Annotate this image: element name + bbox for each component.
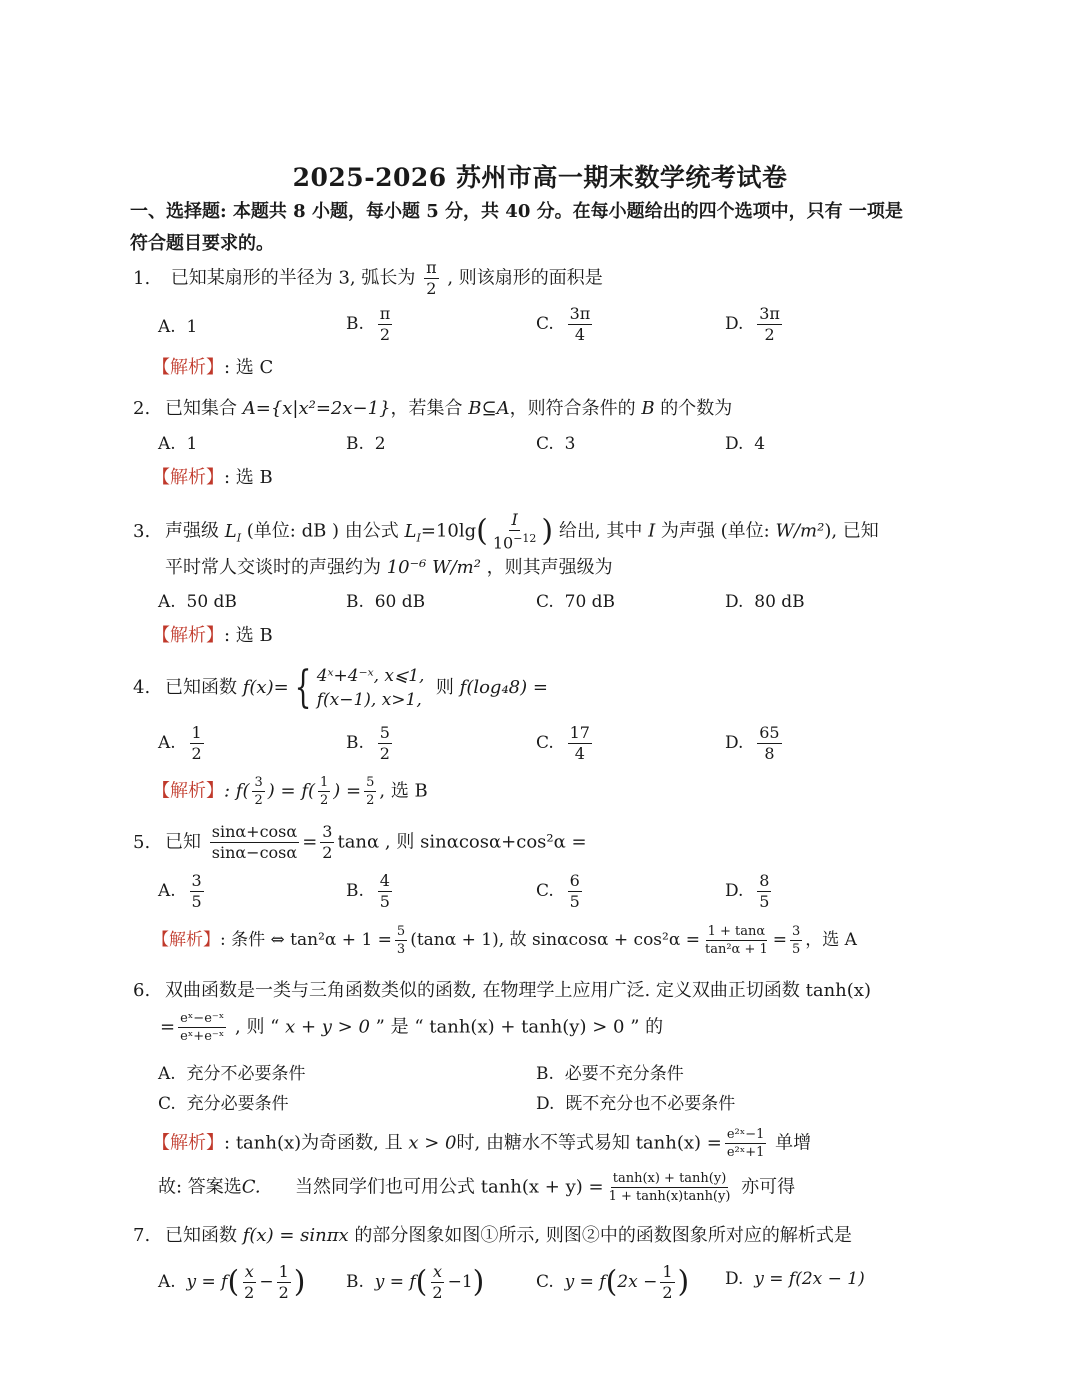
option-d: D. $\frac{8}{5}$ [725, 871, 770, 911]
option-c: C. $\frac{3\pi}{4}$ [536, 304, 591, 344]
option-b: B. 必要不充分条件 [536, 1064, 684, 1084]
question-number: 1. [133, 267, 151, 289]
section-header-line1: 一、选择题: 本题共 8 小题，每小题 5 分，共 40 分。在每小题给出的四个选项中，只有 一项是 [130, 201, 903, 222]
option-d: D. 既不充分也不必要条件 [536, 1094, 736, 1114]
option-b: B. $\frac{\pi}{2}$ [346, 304, 391, 344]
option-c: C. y = f(2x − $\frac{1}{2}$ ) [536, 1262, 690, 1302]
question-3-line2: 平时常人交谈时的声强约为 10⁻⁶ W/m² ，则其声强级为 [165, 557, 613, 578]
question-4: 4. 已知函数 f(x)= { 4ˣ+4⁻ˣ, x⩽1, f(x−1), x>1, 则 f(log₄8) = [133, 662, 548, 713]
option-d: D. $\frac{65}{8}$ [725, 723, 780, 763]
option-b: B. 2 [346, 434, 386, 454]
option-a: A. 充分不必要条件 [158, 1064, 306, 1084]
option-b: B. $\frac{5}{2}$ [346, 723, 390, 763]
question-text: , 则该扇形的面积是 [447, 267, 603, 289]
question-text: 已知某扇形的半径为 3, 弧长为 [170, 267, 416, 289]
answer-5: 【解析】: 条件 ⇔ tan²α + 1 = $\frac{5}{3}$ (tanα + 1), 故 sinαcosα + cos²α = $\frac{1 + \tan\alpha}{\text{tan²α + 1}}$ = $\frac{3}{5}$ ，选 A [152, 924, 857, 957]
option-b: B. $\frac{4}{5}$ [346, 871, 390, 911]
page-title: 2025-2026 苏州市高一期末数学统考试卷 [292, 163, 788, 192]
option-a: A. 1 [158, 317, 198, 337]
option-c: C. $\frac{17}{4}$ [536, 723, 590, 763]
option-c: C. 70 dB [536, 592, 616, 612]
question-5: 5. 已知 $\frac{\sin\alpha+\cos\alpha}{\sin\alpha-\cos\alpha}$ = $\frac{3}{2}$ tanα , 则 sinαcosα+cos²α = [133, 822, 587, 862]
question-1 [133, 260, 603, 297]
answer-tag: 【解析】 [152, 357, 224, 378]
option-a: A. 1 [158, 434, 198, 454]
answer-3: 【解析】: 选 B [152, 625, 273, 646]
option-d: D. 4 [725, 434, 766, 454]
fraction: $\frac{\pi}{2}$ [426, 258, 437, 298]
option-a: A. $\frac{1}{2}$ [158, 723, 202, 763]
option-a: A. y = f( $\frac{x}{2}$ − $\frac{1}{2}$ ) [158, 1262, 306, 1302]
option-b: B. y = f( $\frac{x}{2}$ −1) [346, 1262, 485, 1302]
answer-6-line2: 故: 答案选C. 当然同学们也可用公式 tanh(x + y) = $\frac{\tanh(x) + \tanh(y)}{1 + \tanh(x)\tanh(y)}$ 亦可得 [158, 1171, 796, 1204]
option-d: D. y = f(2x − 1) [725, 1269, 865, 1289]
option-d: D. 80 dB [725, 592, 805, 612]
answer-2: 【解析】: 选 B [152, 467, 273, 488]
answer-1: 【解析】: 选 C [152, 357, 274, 378]
section-header-line2: 符合题目要求的。 [130, 233, 274, 254]
option-c: C. 3 [536, 434, 576, 454]
option-a: A. 50 dB [158, 592, 237, 612]
answer-6: 【解析】: tanh(x)为奇函数, 且 x > 0时, 由糖水不等式易知 tanh(x) = $\frac{\text{e²ˣ−1}}{\text{e²ˣ+1}}$ 单增 [152, 1127, 812, 1160]
question-6-line2: = $\frac{\text{eˣ−e⁻ˣ}}{\text{eˣ+e⁻ˣ}}$ , 则 “ x + y > 0 ” 是 “ tanh(x) + tanh(y) > 0 ” 的 [160, 1011, 664, 1044]
option-d: D. $\frac{3\pi}{2}$ [725, 304, 780, 344]
question-2: 2. 已知集合 A={x|x²=2x−1}，若集合 B⊆A，则符合条件的 B 的个数为 [133, 398, 733, 419]
option-c: C. 充分必要条件 [158, 1094, 289, 1114]
option-b: B. 60 dB [346, 592, 426, 612]
question-6: 6. 双曲函数是一类与三角函数类似的函数, 在物理学上应用广泛. 定义双曲正切函数 tanh(x) [133, 980, 871, 1001]
question-3: 3. 声强级 $L_I$ (单位: dB ) 由公式 $L_I=10\lg$( $\frac{I}{10^{-12}}$ ) 给出, 其中 I 为声强 (单位: W/m²), 已知 [133, 510, 879, 553]
answer-4: 【解析】: f( $\frac{3}{2}$ ) = f( $\frac{1}{2}$ ) = $\frac{5}{2}$ , 选 B [152, 775, 428, 808]
option-a: A. $\frac{3}{5}$ [158, 871, 202, 911]
option-c: C. $\frac{6}{5}$ [536, 871, 580, 911]
question-7: 7. 已知函数 f(x) = sinπx 的部分图象如图①所示, 则图②中的函数图象所对应的解析式是 [133, 1225, 852, 1246]
